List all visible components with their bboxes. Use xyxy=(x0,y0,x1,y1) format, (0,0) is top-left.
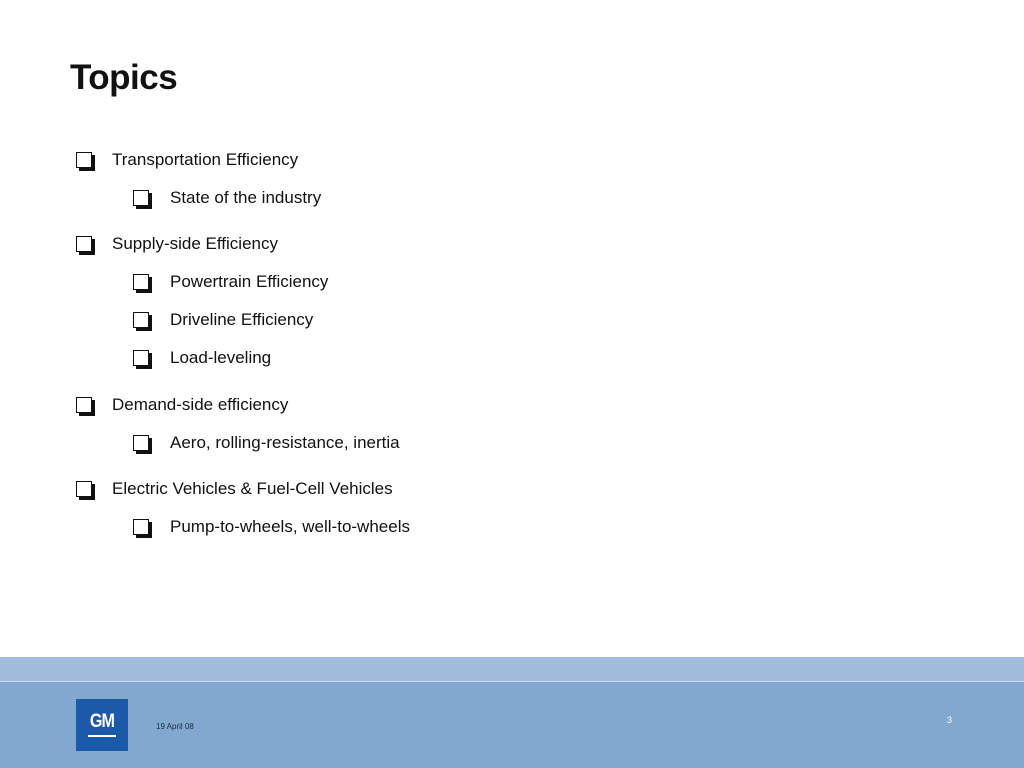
square-bullet-icon xyxy=(133,519,149,535)
slide-title: Topics xyxy=(70,58,178,97)
bullet-text: State of the industry xyxy=(170,188,322,207)
square-bullet-icon xyxy=(133,312,149,328)
square-bullet-icon xyxy=(133,350,149,366)
bullet-text: Load-leveling xyxy=(170,348,272,367)
square-bullet-icon xyxy=(133,190,149,206)
bullet-text: Driveline Efficiency xyxy=(170,310,314,329)
square-bullet-icon xyxy=(76,236,92,252)
gm-logo-text: GM xyxy=(89,711,115,732)
bullet-text: Powertrain Efficiency xyxy=(170,272,329,291)
footer-band xyxy=(0,682,1024,768)
square-bullet-icon xyxy=(133,435,149,451)
gm-logo-underline xyxy=(88,735,116,737)
square-bullet-icon xyxy=(76,152,92,168)
bullet-text: Supply-side Efficiency xyxy=(112,234,278,253)
square-bullet-icon xyxy=(76,481,92,497)
gm-logo xyxy=(76,699,128,751)
bullet-text: Demand-side efficiency xyxy=(112,395,289,414)
bullet-text: Transportation Efficiency xyxy=(112,150,299,169)
page-number: 3 xyxy=(947,715,953,725)
square-bullet-icon xyxy=(76,397,92,413)
bullet-text: Pump-to-wheels, well-to-wheels xyxy=(170,517,410,536)
bullet-text: Electric Vehicles & Fuel-Cell Vehicles xyxy=(112,479,393,498)
footer-date: 19 April 08 xyxy=(156,722,194,731)
bullet-text: Aero, rolling-resistance, inertia xyxy=(170,433,400,452)
square-bullet-icon xyxy=(133,274,149,290)
footer-band-top xyxy=(0,657,1024,682)
